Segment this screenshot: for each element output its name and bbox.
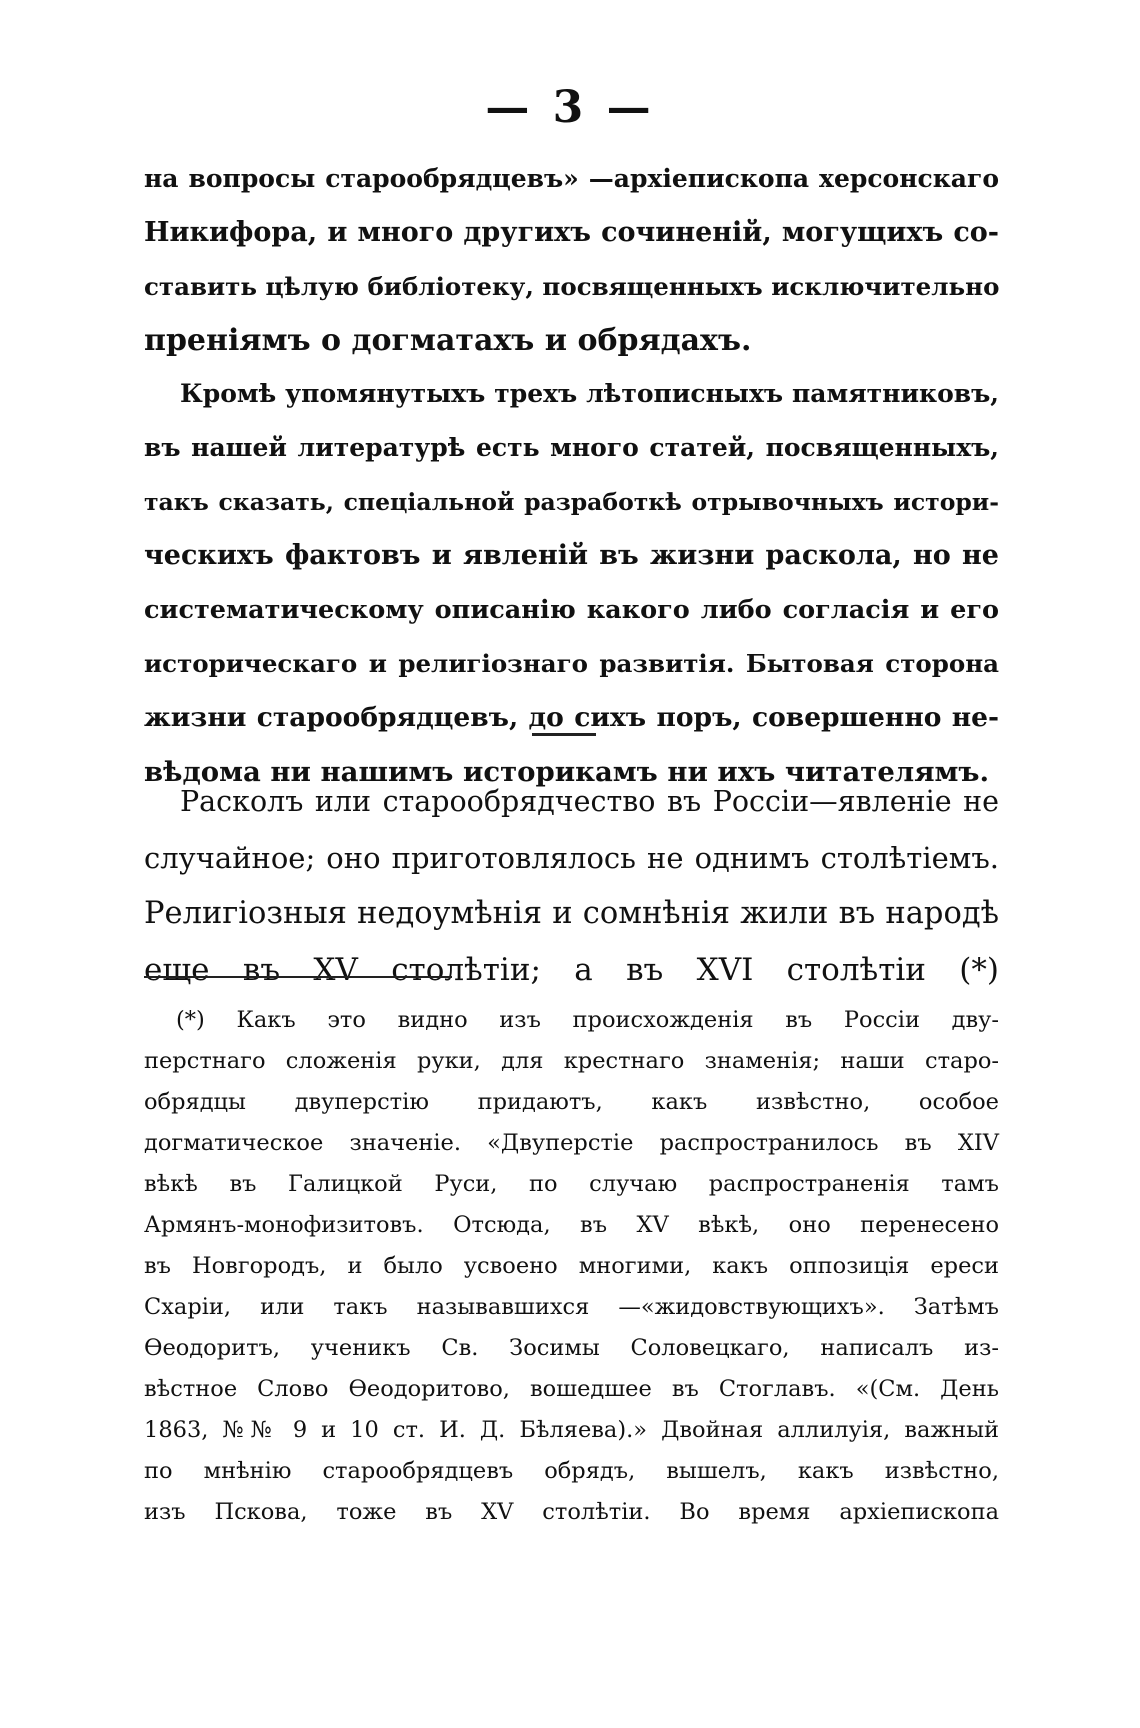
- text-line: преніямъ о догматахъ и обрядахъ.: [144, 323, 752, 358]
- footnote-line: (*) Какъ это видно изъ происхожденія въ Россіи дву-: [176, 1007, 999, 1033]
- text-line: систематическому описанію какого либо согласія и его: [144, 595, 999, 625]
- footnote-line: въ Новгородъ, и было усвоено многими, какъ оппозиція ереси: [144, 1253, 999, 1279]
- footnote-line: обрядцы двуперстію придаютъ, какъ извѣстно, особое: [144, 1089, 999, 1115]
- footnote-line: перстнаго сложенія руки, для крестнаго знаменія; наши старо-: [144, 1048, 999, 1074]
- text-line: историческаго и религіознаго развитія. Бытовая сторона: [144, 649, 999, 678]
- footnote-line: изъ Пскова, тоже въ XV столѣтіи. Во время архіепископа: [144, 1499, 999, 1525]
- section-divider-ornament: [532, 733, 596, 740]
- footnote: [144, 1000, 999, 1533]
- text-line: Никифора, и много другихъ сочиненій, могущихъ со-: [144, 217, 999, 248]
- footnote-line: Армянъ-монофизитовъ. Отсюда, въ XV вѣкѣ, оно перенесено: [144, 1212, 999, 1238]
- section-paragraph: [144, 774, 999, 998]
- text-line: случайное; оно приготовлялось не однимъ столѣтіемъ.: [144, 841, 999, 875]
- paragraph-1: [144, 152, 999, 368]
- footnote-line: по мнѣнію старообрядцевъ обрядъ, вышелъ, какъ извѣстно,: [144, 1458, 999, 1484]
- footnote-line: Схаріи, или такъ называвшихся —«жидовствующихъ». Затѣмъ: [144, 1294, 999, 1320]
- text-line: вѣдома ни нашимъ историкамъ ни ихъ читателямъ.: [144, 756, 990, 788]
- footnote-line: Ѳеодоритъ, ученикъ Св. Зосимы Соловецкаго, написалъ из-: [144, 1335, 999, 1361]
- footnote-line: 1863, №№ 9 и 10 ст. И. Д. Бѣляева).» Двойная аллилуія, важный: [144, 1417, 999, 1443]
- footnote-line: вѣстное Слово Ѳеодоритово, вошедшее въ Стоглавъ. «(См. День: [144, 1376, 999, 1402]
- text-line: еще въ XV столѣтіи; а въ XVI столѣтіи (*): [144, 952, 999, 988]
- footnote-line: догматическое значеніе. «Двуперстіе распространилось въ XIV: [144, 1130, 999, 1156]
- text-line: такъ сказать, спеціальной разработкѣ отрывочныхъ истори-: [144, 488, 999, 516]
- text-line: въ нашей литературѣ есть много статей, посвященныхъ,: [144, 433, 999, 462]
- text-line: Расколъ или старообрядчество въ Россіи—явленіе не: [180, 785, 999, 818]
- text-line: Религіозныя недоумѣнія и сомнѣнія жили въ народѣ: [144, 896, 999, 931]
- text-line: ческихъ фактовъ и явленій въ жизни раскола, но не: [144, 540, 999, 571]
- footnote-rule: [144, 976, 452, 978]
- text-line: жизни старообрядцевъ, до сихъ поръ, совершенно не-: [144, 702, 999, 733]
- footnote-line: вѣкѣ въ Галицкой Руси, по случаю распространенія тамъ: [144, 1171, 999, 1197]
- page-number: — 3 —: [485, 82, 655, 133]
- text-line: на вопросы старообрядцевъ» —архіепископа херсонскаго: [144, 164, 999, 193]
- text-line: Кромѣ упомянутыхъ трехъ лѣтописныхъ памятниковъ,: [180, 379, 999, 408]
- text-line: ставить цѣлую библіотеку, посвященныхъ исключительно: [144, 272, 1000, 301]
